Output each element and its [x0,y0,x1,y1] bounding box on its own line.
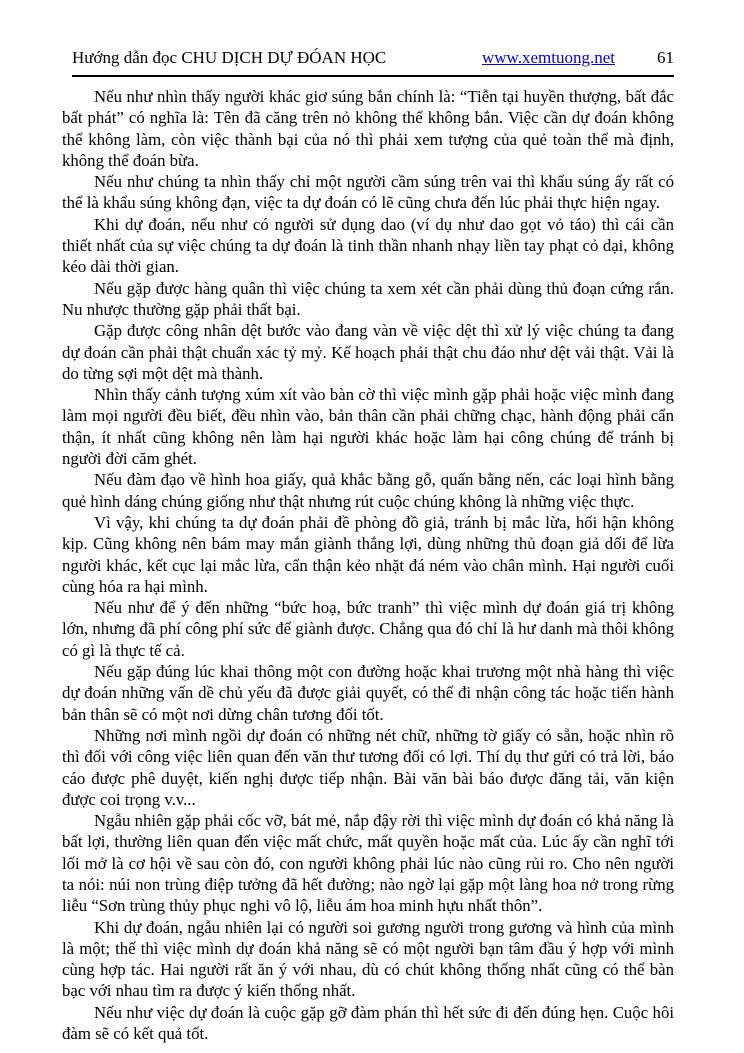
paragraph: Nếu như việc dự đoán là cuộc gặp gỡ đàm phán thì hết sức đi đến đúng hẹn. Cuộc hôi đàm sẽ có kết quả tốt. [62,1002,674,1044]
paragraph: Vì vậy, khi chúng ta dự đoán phải đề phòng đồ giả, tránh bị mắc lừa, hối hận không kịp. Cũng không nên bám may mắn giành thắng lợi, dùng những thủ đoạn giả dối để lừa người khác, kết cục lại mắc lừa, cẩn thận kẻo nhặt đá ném vào chân mình. Hại người cuối cùng hóa ra hại mình. [62,512,674,596]
paragraph: Khi dự đoán, ngẫu nhiên lại có người soi gương người trong gương và hình của mình là một; thế thì việc mình dự đoán khả năng sẽ có một người bạn tâm đầu ý hợp với mình cùng hợp tác. Hai người rất ăn ý với nhau, dù có chút không thống nhất cũng có thể bàn bạc với nhau tìm ra được ý kiến thống nhất. [62,917,674,1001]
page-number: 61 [657,48,674,67]
paragraph: Những nơi mình ngồi dự đoán có những nét chữ, những tờ giấy có sẵn, hoặc nhìn rõ thì đối với công việc liên quan đến văn thư tương đối có lợi. Thí dụ thư gửi có trả lời, báo cáo được phê duyệt, kiến nghị được tiếp nhận. Bài văn bài báo được đăng tải, văn kiện được coi trọng v.v... [62,725,674,809]
paragraph: Nếu gặp đúng lúc khai thông một con đường hoặc khai trương một nhà hàng thì việc dự đoán những vấn dề chủ yếu đã được giải quyết, có thể đi nhận công tác hoặc tiến hành bản thân sẽ có một nơi dừng chân tương đối tốt. [62,662,674,724]
page-body [62,86,674,1044]
header-title: Hướng dẫn đọc CHU DỊCH DỰ ĐÓAN HỌC [72,48,387,67]
paragraph: Nếu như để ý đến những “bức hoạ, bức tranh” thì việc mình dự đoán giá trị không lớn, nhưng đã phí công phí sức để giành được. Chẳng qua đó chỉ là hư danh mà thôi không có gì là thực tế cả. [62,598,674,660]
paragraph: Nếu đàm đạo về hình hoa giấy, quả khắc bằng gỗ, quấn bằng nến, các loại hình bằng quẻ hình dáng chúng giống như thật nhưng rút cuộc chúng không là những việc thực. [62,470,674,511]
paragraph: Khi dự đoán, nếu như có người sử dụng dao (ví dụ như dao gọt vỏ táo) thì cái cần thiết nhất của sự việc chúng ta dự đoán là tinh thần nhanh nhạy liền tay phạt cỏ dại, không kéo dài thời gian. [62,214,674,277]
paragraph: Nếu như nhìn thấy người khác giơ súng bắn chính là: “Tiễn tại huyền thượng, bất đắc bất phát” có nghĩa là: Tên đã căng trên nỏ không thể không bắn. Việc cần dự đoán không thể không làm, còn việc thành bại của nó thì phải xem tượng của quẻ toàn thể mà định, không thể đoán bừa. [62,87,674,170]
page-header [72,48,674,77]
paragraph: Nếu như chúng ta nhìn thấy chỉ một người cầm súng trên vai thì khẩu súng ấy rất có thể là khẩu súng không đạn, việc ta dự đoán có lẽ cũng chưa đến lúc phải thực hiện ngay. [62,172,674,213]
paragraph: Nhìn thấy cảnh tượng xúm xít vào bàn cờ thì việc mình gặp phải hoặc việc mình đang làm mọi người đều biết, đều nhìn vào, bản thân cần phải chững chạc, hành động phải cẩn thận, ít nhất cũng không nên làm hại người khác hoặc làm hại công chúng để tránh bị người đời căm ghét. [62,385,674,469]
header-link[interactable]: www.xemtuong.net [482,48,615,67]
paragraph: Gặp được công nhân dệt bước vào đang vàn về việc dệt thì xử lý việc chúng ta đang dự đoán cần phải thật chuẩn xác tỷ mỷ. Kế hoạch phải thật chu đáo như dệt vải thật. Vải là do từng sợi một dệt mà thành. [62,321,674,383]
paragraph: Nếu gặp được hàng quân thì việc chúng ta xem xét cần phải dùng thủ đoạn cứng rắn. Nu nhược thường gặp phải thất bại. [62,278,674,319]
paragraph: Ngẫu nhiên gặp phải cốc vỡ, bát mẻ, nắp đậy rời thì việc mình dự đoán có khả năng là bất lợi, thường liên quan đến việc mất chức, mất quyền hoặc mất của. Lúc ấy cần nghĩ tới lối mở là cơ hội về sau còn đó, con người không phải lúc nào cũng rủi ro. Cho nên người ta nói: núi non trùng điệp tưởng đã hết đường; nào ngờ lại gặp một làng hoa nở trong rừng liễu “Sơn trùng thủy phục nghi vô lộ, liễu ám hoa minh hựu nhất thôn”. [62,811,674,916]
